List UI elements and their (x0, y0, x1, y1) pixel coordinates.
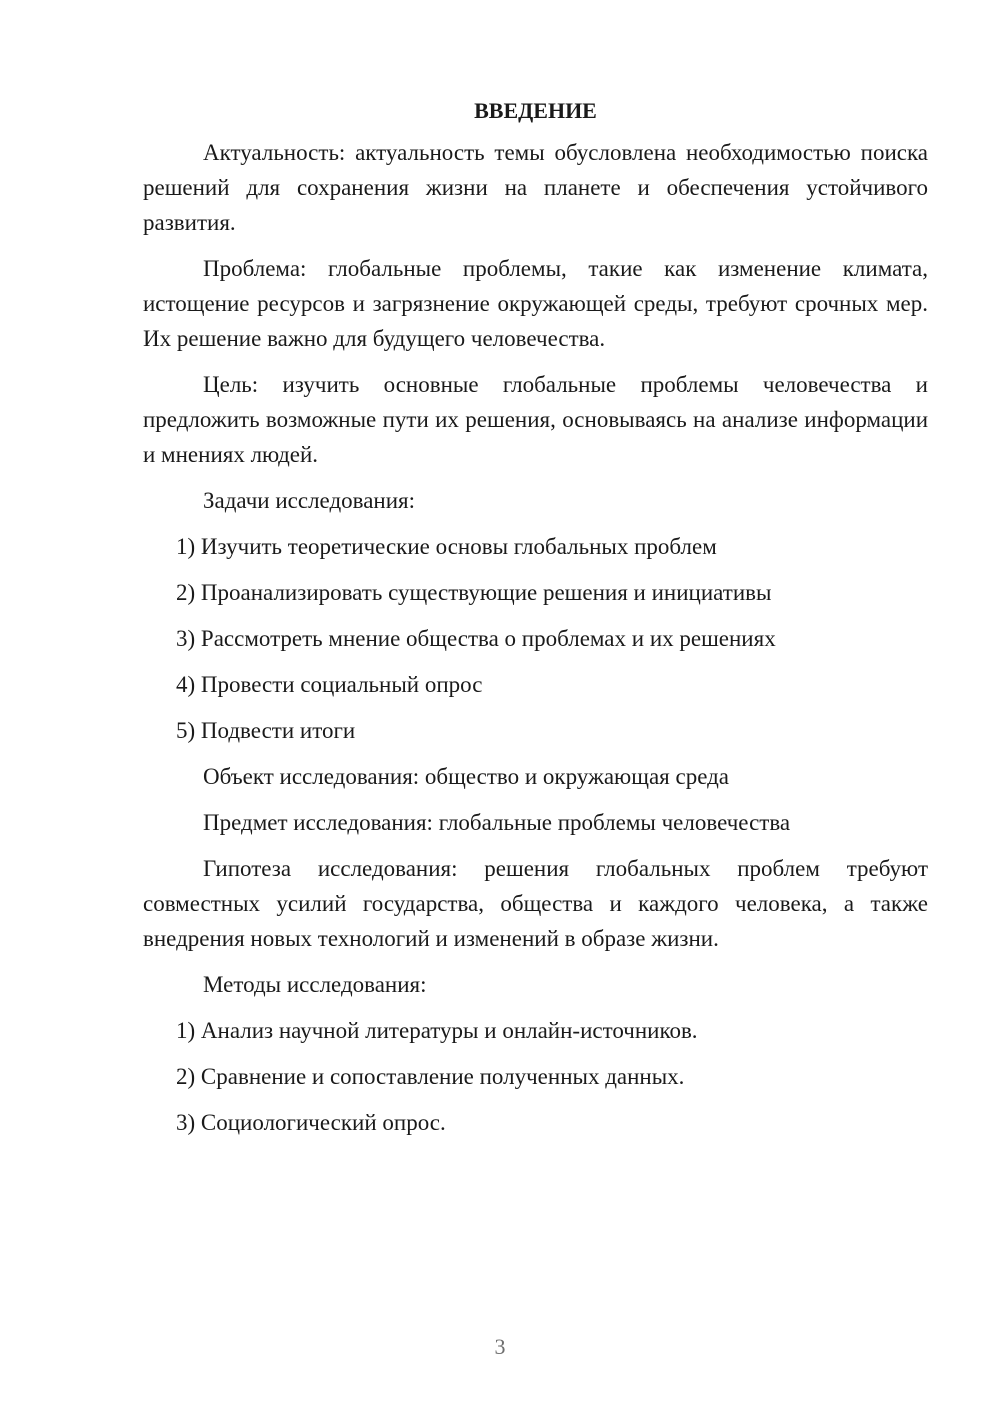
section-title: ВВЕДЕНИЕ (474, 98, 597, 123)
method-item: 3) Социологический опрос. (176, 1110, 446, 1135)
methods-heading: Методы исследования: (203, 972, 427, 997)
problem-paragraph: Проблема: глобальные проблемы, такие как изменение климата, истощение ресурсов и загрязнение окружающей среды, требуют срочных мер. Их решение важно для будущего человечества. (143, 256, 928, 351)
tasks-heading: Задачи исследования: (203, 488, 416, 513)
task-item: 4) Провести социальный опрос (176, 672, 483, 697)
document-page (143, 96, 928, 1151)
tasks-list (143, 529, 928, 748)
methods-list (143, 1013, 928, 1140)
task-item: 3) Рассмотреть мнение общества о проблемах и их решениях (176, 626, 776, 651)
subject-line: Предмет исследования: глобальные проблемы человечества (203, 810, 791, 835)
page-number: 3 (494, 1334, 506, 1359)
task-item: 1) Изучить теоретические основы глобальных проблем (176, 534, 717, 559)
relevance-paragraph: Актуальность: актуальность темы обусловлена необходимостью поиска решений для сохранения жизни на планете и обеспечения устойчивого развития. (143, 140, 928, 235)
method-item: 2) Сравнение и сопоставление полученных данных. (176, 1064, 685, 1089)
goal-paragraph: Цель: изучить основные глобальные проблемы человечества и предложить возможные пути их решения, основываясь на анализе информации и мнениях людей. (143, 372, 928, 467)
task-item: 2) Проанализировать существующие решения и инициативы (176, 580, 772, 605)
task-item: 5) Подвести итоги (176, 718, 356, 743)
hypothesis-paragraph: Гипотеза исследования: решения глобальных проблем требуют совместных усилий государства, общества и каждого человека, а также внедрения новых технологий и изменений в образе жизни. (143, 856, 928, 951)
method-item: 1) Анализ научной литературы и онлайн-источников. (176, 1018, 698, 1043)
object-line: Объект исследования: общество и окружающая среда (203, 764, 730, 789)
